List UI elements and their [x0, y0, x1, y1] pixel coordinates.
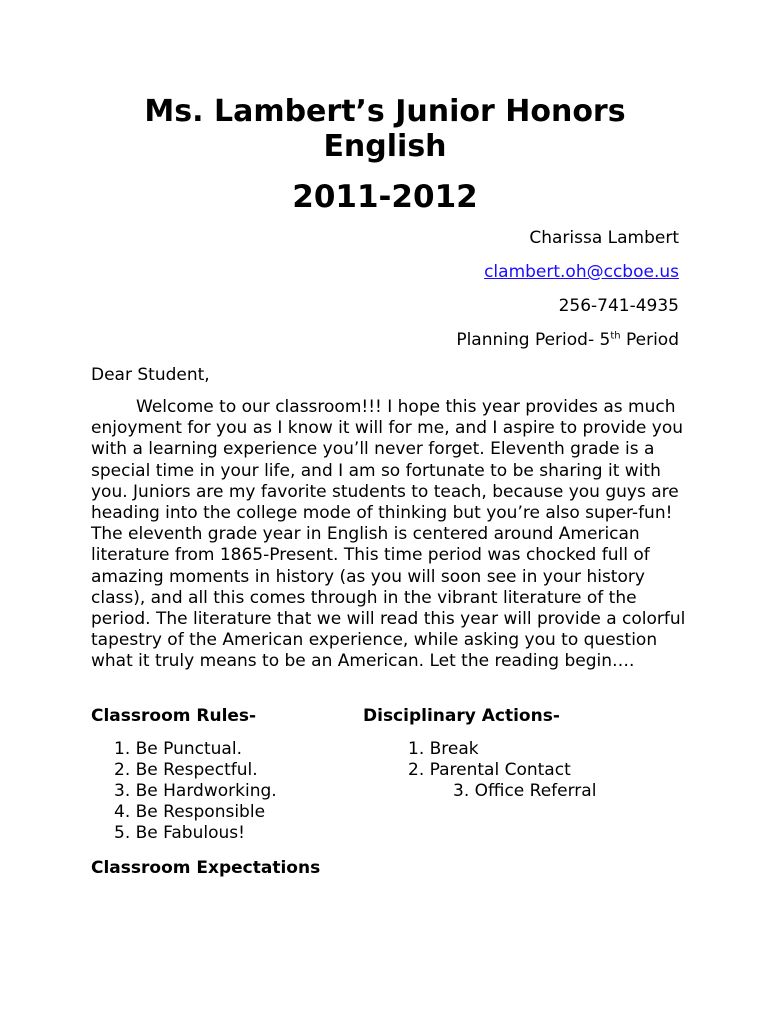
planning-period-ordinal: th: [610, 330, 621, 342]
disciplinary-actions-heading: Disciplinary Actions-: [363, 706, 560, 726]
page-title-line2: English: [323, 129, 447, 164]
page-title-line1: Ms. Lambert’s Junior Honors: [144, 94, 626, 129]
disciplinary-actions-list: [408, 739, 596, 802]
action-item: 3. Office Referral: [453, 781, 597, 801]
action-item: 1. Break: [408, 739, 479, 759]
teacher-phone: 256-741-4935: [558, 296, 679, 316]
planning-period: [456, 329, 679, 351]
school-year-title: 2011-2012: [292, 179, 478, 215]
teacher-name: Charissa Lambert: [529, 228, 679, 248]
rule-item: 1. Be Punctual.: [114, 739, 242, 759]
classroom-expectations-heading: Classroom Expectations: [91, 858, 321, 878]
letter-body: Welcome to our classroom!!! I hope this year provides as much enjoyment for you as I know it will for me, and I aspire to provide you with a learning experience you’ll never forget. Eleventh grade is a special time in your life, and I am so fortunate to be sharing it with you. Juniors are my favorite students to teach, because you guys are heading into the college mode of thinking but you’re also super-fun! The eleventh grade year in English is centered around American literature from 1865-Present. This time period was chocked full of amazing moments in history (as you will soon see in your history class), and all this comes through in the vibrant literature of the period. The literature that we will read this year will provide a colorful tapestry of the American experience, while asking you to question what it truly means to be an American. Let the reading begin….: [91, 397, 686, 672]
rule-item: 3. Be Hardworking.: [114, 781, 277, 801]
classroom-rules-heading: Classroom Rules-: [91, 706, 257, 726]
planning-period-suffix: Period: [620, 330, 679, 350]
teacher-email-link[interactable]: clambert.oh@ccboe.us: [484, 262, 679, 282]
classroom-rules-list: [114, 739, 277, 844]
planning-period-prefix: Planning Period- 5: [456, 330, 611, 350]
letter-salutation: Dear Student,: [91, 365, 210, 385]
rule-item: 5. Be Fabulous!: [114, 823, 245, 843]
rule-item: 4. Be Responsible: [114, 802, 266, 822]
action-item: 2. Parental Contact: [408, 760, 571, 780]
rule-item: 2. Be Respectful.: [114, 760, 258, 780]
